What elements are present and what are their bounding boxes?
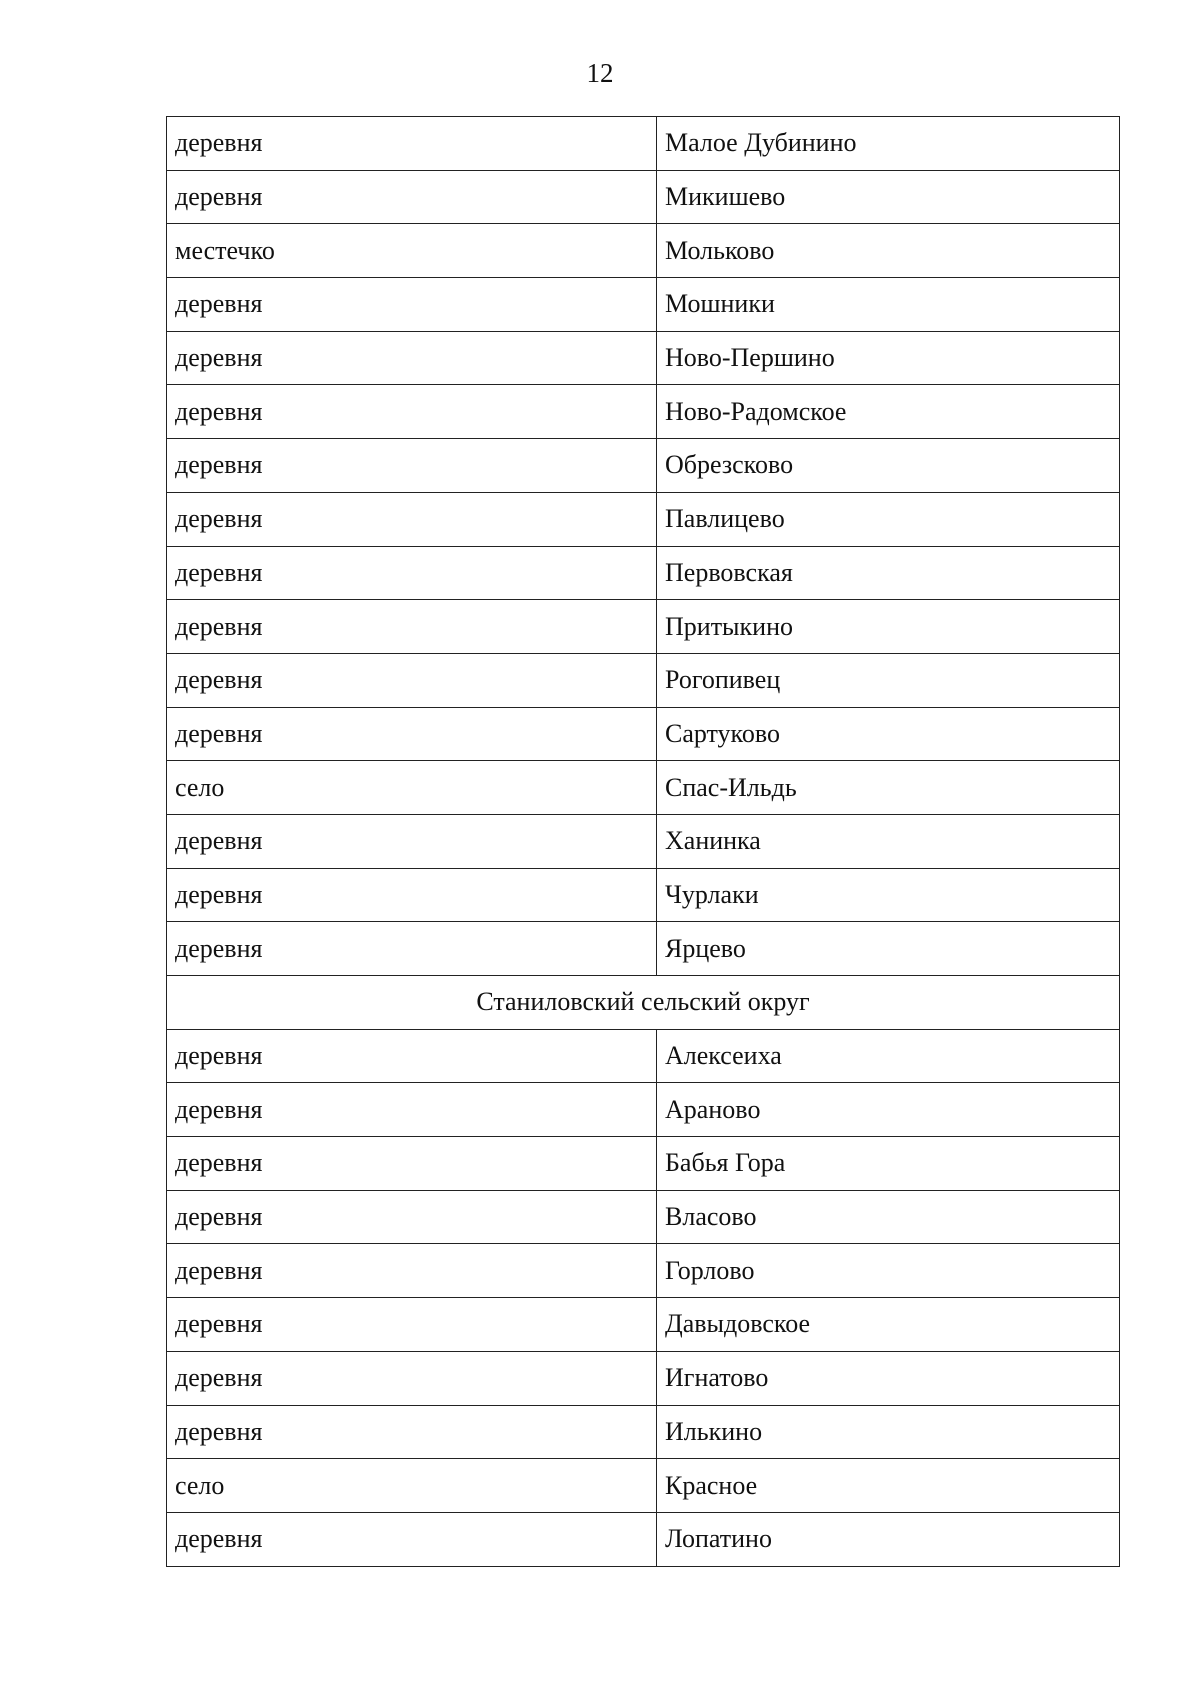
settlement-type-cell: деревня	[167, 492, 657, 546]
settlement-type-cell: деревня	[167, 278, 657, 332]
table-row	[167, 1137, 1120, 1191]
page-number: 12	[586, 58, 614, 88]
table-row	[167, 653, 1120, 707]
table-row	[167, 1244, 1120, 1298]
settlement-name-cell: Спас-Ильдь	[657, 761, 1120, 815]
settlement-type-cell: деревня	[167, 868, 657, 922]
settlement-type-cell: село	[167, 1459, 657, 1513]
settlement-type-cell: деревня	[167, 331, 657, 385]
settlement-type-cell: местечко	[167, 224, 657, 278]
table-row	[167, 331, 1120, 385]
settlement-type-cell: деревня	[167, 385, 657, 439]
table-row	[167, 1190, 1120, 1244]
settlement-type-cell: деревня	[167, 1298, 657, 1352]
settlement-name-cell: Ярцево	[657, 922, 1120, 976]
settlement-type-cell: деревня	[167, 117, 657, 171]
settlement-type-cell: деревня	[167, 600, 657, 654]
table-row	[167, 278, 1120, 332]
table-row	[167, 761, 1120, 815]
table-row	[167, 1083, 1120, 1137]
settlement-type-cell: деревня	[167, 439, 657, 493]
table-row	[167, 170, 1120, 224]
settlements-table	[166, 116, 1120, 1567]
settlement-name-cell: Притыкино	[657, 600, 1120, 654]
settlement-name-cell: Алексеиха	[657, 1029, 1120, 1083]
settlement-name-cell: Первовская	[657, 546, 1120, 600]
settlement-type-cell: деревня	[167, 653, 657, 707]
table-row	[167, 1405, 1120, 1459]
settlement-type-cell: деревня	[167, 1244, 657, 1298]
table-row	[167, 922, 1120, 976]
settlement-name-cell: Павлицево	[657, 492, 1120, 546]
table-row	[167, 868, 1120, 922]
settlement-name-cell: Микишево	[657, 170, 1120, 224]
settlement-type-cell: деревня	[167, 1029, 657, 1083]
table-row	[167, 224, 1120, 278]
settlement-type-cell: деревня	[167, 1351, 657, 1405]
table-row	[167, 1029, 1120, 1083]
table-row	[167, 385, 1120, 439]
table-row	[167, 1298, 1120, 1352]
settlement-type-cell: деревня	[167, 1083, 657, 1137]
table-row	[167, 1351, 1120, 1405]
settlement-name-cell: Ново-Першино	[657, 331, 1120, 385]
table-row	[167, 546, 1120, 600]
settlement-type-cell: деревня	[167, 1405, 657, 1459]
settlement-name-cell: Ханинка	[657, 814, 1120, 868]
table-row	[167, 600, 1120, 654]
settlement-name-cell: Мольково	[657, 224, 1120, 278]
section-title: Станиловский сельский округ	[167, 976, 1120, 1030]
settlement-name-cell: Рогопивец	[657, 653, 1120, 707]
settlement-name-cell: Чурлаки	[657, 868, 1120, 922]
settlement-type-cell: деревня	[167, 814, 657, 868]
settlement-type-cell: деревня	[167, 170, 657, 224]
settlement-name-cell: Власово	[657, 1190, 1120, 1244]
settlement-name-cell: Малое Дубинино	[657, 117, 1120, 171]
settlement-name-cell: Лопатино	[657, 1512, 1120, 1566]
table-row	[167, 117, 1120, 171]
table-row	[167, 707, 1120, 761]
settlement-name-cell: Бабья Гора	[657, 1137, 1120, 1191]
settlement-type-cell: деревня	[167, 546, 657, 600]
table-body	[167, 117, 1120, 1567]
settlement-type-cell: деревня	[167, 1512, 657, 1566]
settlement-name-cell: Мошники	[657, 278, 1120, 332]
settlement-name-cell: Давыдовское	[657, 1298, 1120, 1352]
settlement-name-cell: Сартуково	[657, 707, 1120, 761]
settlement-name-cell: Горлово	[657, 1244, 1120, 1298]
settlement-type-cell: деревня	[167, 1137, 657, 1191]
table-row	[167, 814, 1120, 868]
section-header-row	[167, 976, 1120, 1030]
settlement-type-cell: деревня	[167, 707, 657, 761]
settlement-name-cell: Красное	[657, 1459, 1120, 1513]
settlement-name-cell: Илькино	[657, 1405, 1120, 1459]
settlement-type-cell: деревня	[167, 1190, 657, 1244]
table-row	[167, 492, 1120, 546]
settlement-name-cell: Арановo	[657, 1083, 1120, 1137]
table-row	[167, 439, 1120, 493]
settlement-type-cell: село	[167, 761, 657, 815]
settlement-name-cell: Ново-Радомское	[657, 385, 1120, 439]
settlement-type-cell: деревня	[167, 922, 657, 976]
settlement-name-cell: Игнатово	[657, 1351, 1120, 1405]
settlement-name-cell: Обрезсково	[657, 439, 1120, 493]
table-row	[167, 1512, 1120, 1566]
table-row	[167, 1459, 1120, 1513]
